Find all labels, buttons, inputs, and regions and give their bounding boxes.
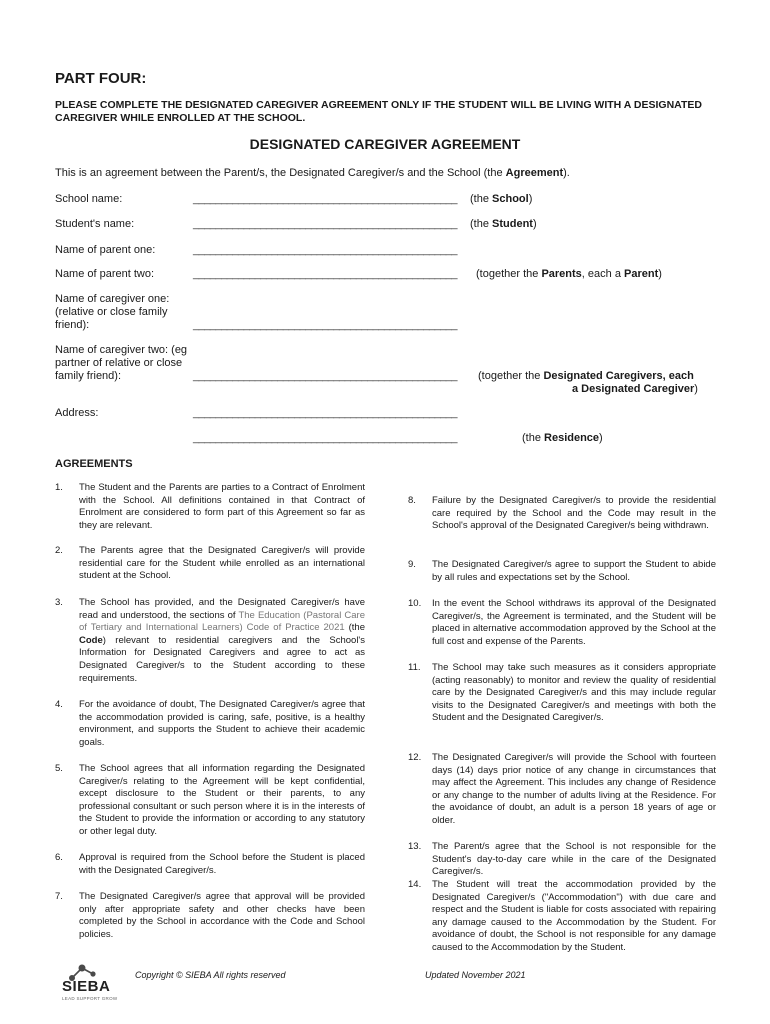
clause-text: The Designated Caregiver/s agree to support the Student to abide by all rules and expectations set by the School.	[432, 559, 716, 583]
clause-number: 2.	[55, 545, 63, 556]
clause-text: Failure by the Designated Caregiver/s to provide the residential care required by the School and the Code may result in the School's approval of the Designated Caregiver/s being withdrawn.	[432, 495, 716, 532]
student-suffix-pre: (the	[470, 218, 493, 230]
clause-number: 11.	[408, 662, 421, 673]
caregivers-suffix-bold: Designated Caregivers, each	[543, 370, 694, 382]
caregiver-two-field[interactable]: _______________________________________________	[193, 370, 458, 382]
caregivers-suffix-line2	[572, 383, 698, 395]
clause-text: The Parent/s agree that the School is not responsible for the Student's day-to-day care while in the care of the Designated Caregiver/s.	[432, 841, 716, 878]
clause-number: 5.	[55, 763, 63, 774]
part-title: PART FOUR:	[55, 70, 147, 87]
school-suffix	[470, 193, 532, 205]
residence-suffix-post: )	[599, 432, 603, 444]
school-name-field[interactable]: _______________________________________________	[193, 193, 458, 205]
school-suffix-pre: (the	[470, 193, 493, 205]
clause-number: 6.	[55, 852, 63, 863]
parents-suffix-pre: (together the	[476, 268, 542, 280]
parent-one-label: Name of parent one:	[55, 244, 156, 256]
clause-text	[79, 597, 365, 685]
intro-bold: Agreement	[505, 167, 564, 179]
caregivers-suffix-line1	[478, 370, 694, 382]
updated-date: Updated November 2021	[425, 970, 526, 980]
clause-number: 14.	[408, 879, 422, 890]
clause-number: 1.	[55, 482, 63, 493]
clause-number: 7.	[55, 891, 63, 902]
clause-3-bold: Code	[79, 634, 103, 646]
student-suffix	[470, 218, 537, 230]
logo-tagline: LEAD SUPPORT GROW	[62, 996, 118, 1001]
clause-text: The Parents agree that the Designated Caregiver/s will provide residential care for the Student while enrolled as an international student at the School.	[79, 545, 365, 582]
address-label: Address:	[55, 407, 99, 419]
clause-number: 3.	[55, 597, 63, 608]
residence-suffix-bold: Residence	[544, 432, 600, 444]
instruction-text: PLEASE COMPLETE THE DESIGNATED CAREGIVER AGREEMENT ONLY IF THE STUDENT WILL BE LIVING WITH A DESIGNATED CAREGIVER WHILE ENROLLED AT THE SCHOOL.	[55, 99, 702, 124]
caregivers-suffix-post: )	[694, 383, 698, 395]
intro-text	[55, 167, 570, 179]
clause-text: For the avoidance of doubt, The Designated Caregiver/s agree that the accommodation provided is caring, safe, positive, is a healthy environment, and supports the Student to achieve their academic goals.	[79, 699, 365, 748]
school-suffix-post: )	[528, 193, 533, 205]
school-suffix-bold: School	[492, 193, 529, 205]
clause-3-post: ) relevant to residential caregivers and the School's Information for Designated Caregivers and agree to act as Designated Caregiver/s to the Student according to these requirements.	[79, 634, 365, 684]
agreements-heading: AGREEMENTS	[55, 458, 133, 470]
clause-number: 13.	[408, 841, 422, 852]
clause-text: The School may take such measures as it considers appropriate (acting reasonably) to monitor and review the quality of residential care by the Designated Caregiver/s and this may include regular visits to the Designated Caregiver/s and meetings with both the Student and the Designated Caregiver/s.	[432, 662, 716, 724]
residence-suffix-pre: (the	[522, 432, 545, 444]
parents-suffix-mid: , each a	[581, 268, 624, 280]
clause-3-pre: The School has provided, and the Designated Caregiver/s have read and understood, the sections of	[79, 597, 365, 621]
parent-suffix-bold: Parent	[624, 268, 659, 280]
code-of-practice-reference: The Education (Pastoral Care of Tertiary and International Learners) Code of Practice 2021	[79, 609, 366, 634]
parents-suffix	[476, 268, 662, 280]
student-name-field[interactable]: _______________________________________________	[193, 218, 458, 230]
clause-text: The Designated Caregiver/s will provide the School with fourteen days (14) days prior notice of any change in circumstances that may affect the Agreement. This includes any change of Residence or any change to the number of adults living at the Residence. For the avoidance of doubt, an adult is a person 18 years of age or older.	[432, 752, 716, 826]
parent-two-field[interactable]: _______________________________________________	[193, 268, 458, 280]
parent-two-label: Name of parent two:	[55, 268, 155, 280]
clause-number: 12.	[408, 752, 422, 763]
student-suffix-post: )	[532, 218, 537, 230]
school-name-label: School name:	[55, 193, 123, 205]
clause-text: The School agrees that all information regarding the Designated Caregiver/s relating to the Agreement will be kept confidential, except disclosure to the Student or their parents, to any professional consultant or such person where it is in the interests of the Student to provide the information or according to any statutory or other legal duty.	[79, 763, 365, 837]
caregiver-one-label: Name of caregiver one: (relative or close family friend):	[55, 293, 170, 331]
copyright-text: Copyright © SIEBA All rights reserved	[135, 970, 286, 980]
clause-number: 8.	[408, 495, 416, 506]
residence-suffix	[522, 432, 603, 444]
clause-number: 10.	[408, 598, 422, 609]
clause-text: The Designated Caregiver/s agree that approval will be provided only after appropriate safety and other checks have been completed by the School in accordance with the Code and School policies.	[79, 891, 365, 940]
caregiver-one-field[interactable]: _______________________________________________	[193, 319, 458, 331]
caregiver-suffix-bold: a Designated Caregiver	[572, 383, 695, 395]
clause-text: In the event the School withdraws its approval of the Designated Caregiver/s, the Agreement is terminated, and the Student will be placed in alternative accommodation approved by the School at the full cost and expense of the Parents.	[432, 598, 716, 647]
parent-one-field[interactable]: _______________________________________________	[193, 244, 458, 256]
student-suffix-bold: Student	[492, 218, 533, 230]
parents-suffix-bold: Parents	[541, 268, 582, 280]
parents-suffix-post: )	[658, 268, 662, 280]
intro-pre: This is an agreement between the Parent/s, the Designated Caregiver/s and the School (the	[55, 167, 506, 179]
student-name-label: Student's name:	[55, 218, 135, 230]
logo-text: SIEBA	[62, 978, 111, 995]
address-field-line2[interactable]: _______________________________________________	[193, 432, 458, 444]
document-title: DESIGNATED CAREGIVER AGREEMENT	[249, 136, 521, 152]
clause-number: 9.	[408, 559, 416, 570]
address-field-line1[interactable]: _______________________________________________	[193, 407, 458, 419]
clause-text: The Student will treat the accommodation provided by the Designated Caregiver/s ("Accommodation") with due care and respect and the Student is liable for costs associated with repairing any damage caused to the Accommodation by the Student. For avoidance of doubt, the School is not responsible for any damage caused to the Accommodation by the Student.	[432, 879, 716, 953]
caregiver-two-label: Name of caregiver two: (eg partner of relative or close family friend):	[55, 344, 188, 382]
caregivers-suffix-pre: (together the	[478, 370, 544, 382]
clause-text: The Student and the Parents are parties to a Contract of Enrolment with the School. All definitions contained in that Contract of Enrolment are considered to form part of this Agreement so far as they are relevant.	[79, 482, 365, 531]
clause-number: 4.	[55, 699, 63, 710]
clause-text: Approval is required from the School before the Student is placed with the Designated Caregiver/s.	[79, 852, 365, 876]
clause-3-mid: (the	[344, 622, 365, 634]
intro-post: ).	[563, 167, 570, 179]
